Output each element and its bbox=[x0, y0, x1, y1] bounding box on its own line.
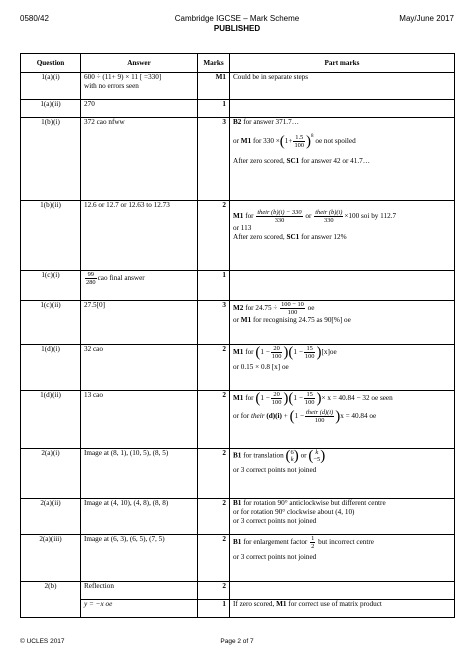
answer-cell: 270 bbox=[81, 100, 198, 118]
answer-cell: y = −x oe bbox=[81, 600, 198, 618]
fraction: $\frac{\text{their (d)(i)}}{100}$ bbox=[306, 409, 334, 424]
part-mark-line: M1 for $\frac{\text{their (b)(i) − 330}}{330}$ or $\frac{\text{their (b)(i)}}{330}$ ×100 soi by 112.7 bbox=[233, 209, 397, 224]
marks-cell: 1 bbox=[198, 100, 230, 118]
part-mark-line: After zero scored, SC1 for answer 42 or 41.7… bbox=[233, 156, 370, 165]
fraction: $\frac{99}{280}$ bbox=[86, 271, 96, 286]
question-cell: 1(c)(ii) bbox=[21, 301, 81, 345]
part-mark-line: or M1 for 330 ×(1+ $\frac{1.5}{100}$ )$^8$ oe not spoiled bbox=[233, 133, 356, 150]
question-cell: 1(b)(i) bbox=[21, 118, 81, 201]
table-row bbox=[21, 201, 455, 271]
part-marks-cell bbox=[230, 449, 455, 499]
question-cell: 1(a)(ii) bbox=[21, 100, 81, 118]
part-marks-cell bbox=[230, 271, 455, 301]
marks-cell: 1 bbox=[198, 600, 230, 618]
table-row bbox=[21, 271, 455, 301]
answer-cell: 372 cao nfww bbox=[81, 118, 198, 201]
fraction: $\frac{1}{2}$ bbox=[311, 535, 315, 550]
fraction: $\frac{\text{their (b)(i) − 330}}{330}$ bbox=[257, 209, 302, 224]
part-mark-line: or for rotation 90° clockwise about (4, 10) bbox=[233, 508, 355, 516]
marks-cell: 2 bbox=[198, 391, 230, 449]
question-cell: 1(d)(i) bbox=[21, 345, 81, 391]
table-row bbox=[21, 391, 455, 449]
table-row bbox=[21, 301, 455, 345]
fraction: $\frac{15}{100}$ bbox=[304, 391, 315, 406]
answer-cell: Image at (4, 10), (4, 8), (8, 8) bbox=[81, 499, 198, 535]
marks-cell: 2 bbox=[198, 201, 230, 271]
question-cell: 1(d)(ii) bbox=[21, 391, 81, 449]
column-vector: k −5 bbox=[313, 449, 321, 463]
answer-cell bbox=[81, 73, 198, 100]
part-mark-line: B1 for enlargement factor $\frac{1}{2}$ but incorrect centre bbox=[233, 535, 374, 550]
marks-cell: 3 bbox=[198, 118, 230, 201]
part-mark-line: or for their (d)(i) + (1 − $\frac{\text{their (d)(i)}}{100}$ )x = 40.84 oe bbox=[233, 408, 377, 425]
column-header-part-marks: Part marks bbox=[230, 54, 455, 73]
table-row bbox=[21, 535, 455, 582]
part-marks-cell bbox=[230, 391, 455, 449]
question-cell: 1(c)(i) bbox=[21, 271, 81, 301]
part-marks-cell: Could be in separate steps bbox=[230, 73, 455, 100]
marks-cell: 2 bbox=[198, 449, 230, 499]
fraction: $\frac{1.5}{100}$ bbox=[294, 133, 305, 149]
part-mark-line: After zero scored, SC1 for answer 12% bbox=[233, 233, 347, 241]
answer-line: with no errors seen bbox=[84, 82, 139, 90]
answer-cell: 12.6 or 12.7 or 12.63 to 12.73 bbox=[81, 201, 198, 271]
part-marks-cell bbox=[230, 201, 455, 271]
marks-cell: 2 bbox=[198, 499, 230, 535]
part-mark-line: or M1 for recognising 24.75 as 90[%] oe bbox=[233, 316, 351, 324]
answer-cell: Image at (8, 1), (10, 5), (8, 5) bbox=[81, 449, 198, 499]
table-row bbox=[21, 100, 455, 118]
marks-cell: M1 bbox=[198, 73, 230, 100]
part-mark-line: B1 for translation ( 6 k ) or ( k −5 ) bbox=[233, 448, 326, 464]
header-title: Cambridge IGCSE – Mark Scheme bbox=[174, 14, 300, 23]
table-row bbox=[21, 449, 455, 499]
marks-cell: 3 bbox=[198, 301, 230, 345]
table-row bbox=[21, 73, 455, 100]
marks-cell: 1 bbox=[198, 271, 230, 301]
answer-cell: 27.5[0] bbox=[81, 301, 198, 345]
part-mark-line: or 3 correct points not joined bbox=[233, 517, 317, 525]
part-marks-cell bbox=[230, 301, 455, 345]
header-status: PUBLISHED bbox=[213, 24, 261, 33]
column-header-question: Question bbox=[21, 54, 81, 73]
table-row bbox=[21, 499, 455, 535]
part-mark-line: M2 for 24.75 ÷ $\frac{100 - 10}{100}$ oe bbox=[233, 301, 315, 316]
question-cell: 2(a)(i) bbox=[21, 449, 81, 499]
question-cell: 1(b)(ii) bbox=[21, 201, 81, 271]
table-row bbox=[21, 345, 455, 391]
answer-cell: Reflection bbox=[81, 582, 198, 600]
part-mark-line: B2 for answer 371.7… bbox=[233, 118, 299, 126]
fraction: $\frac{15}{100}$ bbox=[304, 345, 315, 360]
table-row bbox=[21, 600, 455, 618]
marks-cell: 2 bbox=[198, 535, 230, 582]
column-header-answer: Answer bbox=[81, 54, 198, 73]
fraction: $\frac{20}{100}$ bbox=[271, 345, 282, 360]
header-code: 0580/42 bbox=[20, 14, 49, 23]
part-mark-line: or 0.15 × 0.8 [x] oe bbox=[233, 363, 289, 371]
question-cell: 1(a)(i) bbox=[21, 73, 81, 100]
part-mark-line: M1 for (1 − $\frac{20}{100}$ )(1 − $\frac{15}{100}$ )× x = 40.84 − 32 oe seen bbox=[233, 390, 393, 407]
marks-cell: 2 bbox=[198, 582, 230, 600]
column-vector: 6 k bbox=[290, 449, 294, 463]
question-cell: 2(a)(ii) bbox=[21, 499, 81, 535]
answer-line: 600 ÷ (11+ 9) × 11 [ =330] bbox=[84, 73, 162, 81]
answer-cell: 32 cao bbox=[81, 345, 198, 391]
table-row bbox=[21, 582, 455, 600]
part-marks-cell bbox=[230, 499, 455, 535]
column-header-marks: Marks bbox=[198, 54, 230, 73]
table-header-row bbox=[21, 54, 455, 73]
part-mark-line: M1 for (1 − $\frac{20}{100}$ )(1 − $\frac{15}{100}$ )[x]oe bbox=[233, 344, 337, 361]
answer-cell: Image at (6, 3), (6, 5), (7, 5) bbox=[81, 535, 198, 582]
part-marks-cell bbox=[230, 118, 455, 201]
question-cell: 2(a)(iii) bbox=[21, 535, 81, 582]
header-session: May/June 2017 bbox=[399, 14, 454, 23]
fraction: $\frac{100 - 10}{100}$ bbox=[281, 301, 304, 316]
fraction: $\frac{20}{100}$ bbox=[271, 391, 282, 406]
part-marks-cell bbox=[230, 582, 455, 600]
footer-copyright: © UCLES 2017 bbox=[20, 638, 65, 645]
part-mark-line: or 3 correct points not joined bbox=[233, 553, 317, 561]
part-mark-line: or 113 bbox=[233, 224, 252, 232]
part-mark-line: or 3 correct points not joined bbox=[233, 466, 317, 474]
question-cell: 2(b) bbox=[21, 582, 81, 618]
marks-cell: 2 bbox=[198, 345, 230, 391]
fraction: $\frac{\text{their (b)(i)}}{330}$ bbox=[315, 209, 343, 224]
footer-page-number: Page 2 of 7 bbox=[220, 638, 254, 645]
mark-scheme-table bbox=[20, 53, 455, 618]
part-marks-cell: If zero scored, M1 for correct use of matrix product bbox=[230, 600, 455, 618]
part-marks-cell bbox=[230, 345, 455, 391]
part-marks-cell bbox=[230, 100, 455, 118]
part-mark-line: B1 for rotation 90° anticlockwise but different centre bbox=[233, 499, 386, 507]
table-row bbox=[21, 118, 455, 201]
answer-cell: 13 cao bbox=[81, 391, 198, 449]
answer-cell: $\frac{99}{280}$ cao final answer bbox=[81, 271, 198, 301]
part-marks-cell bbox=[230, 535, 455, 582]
